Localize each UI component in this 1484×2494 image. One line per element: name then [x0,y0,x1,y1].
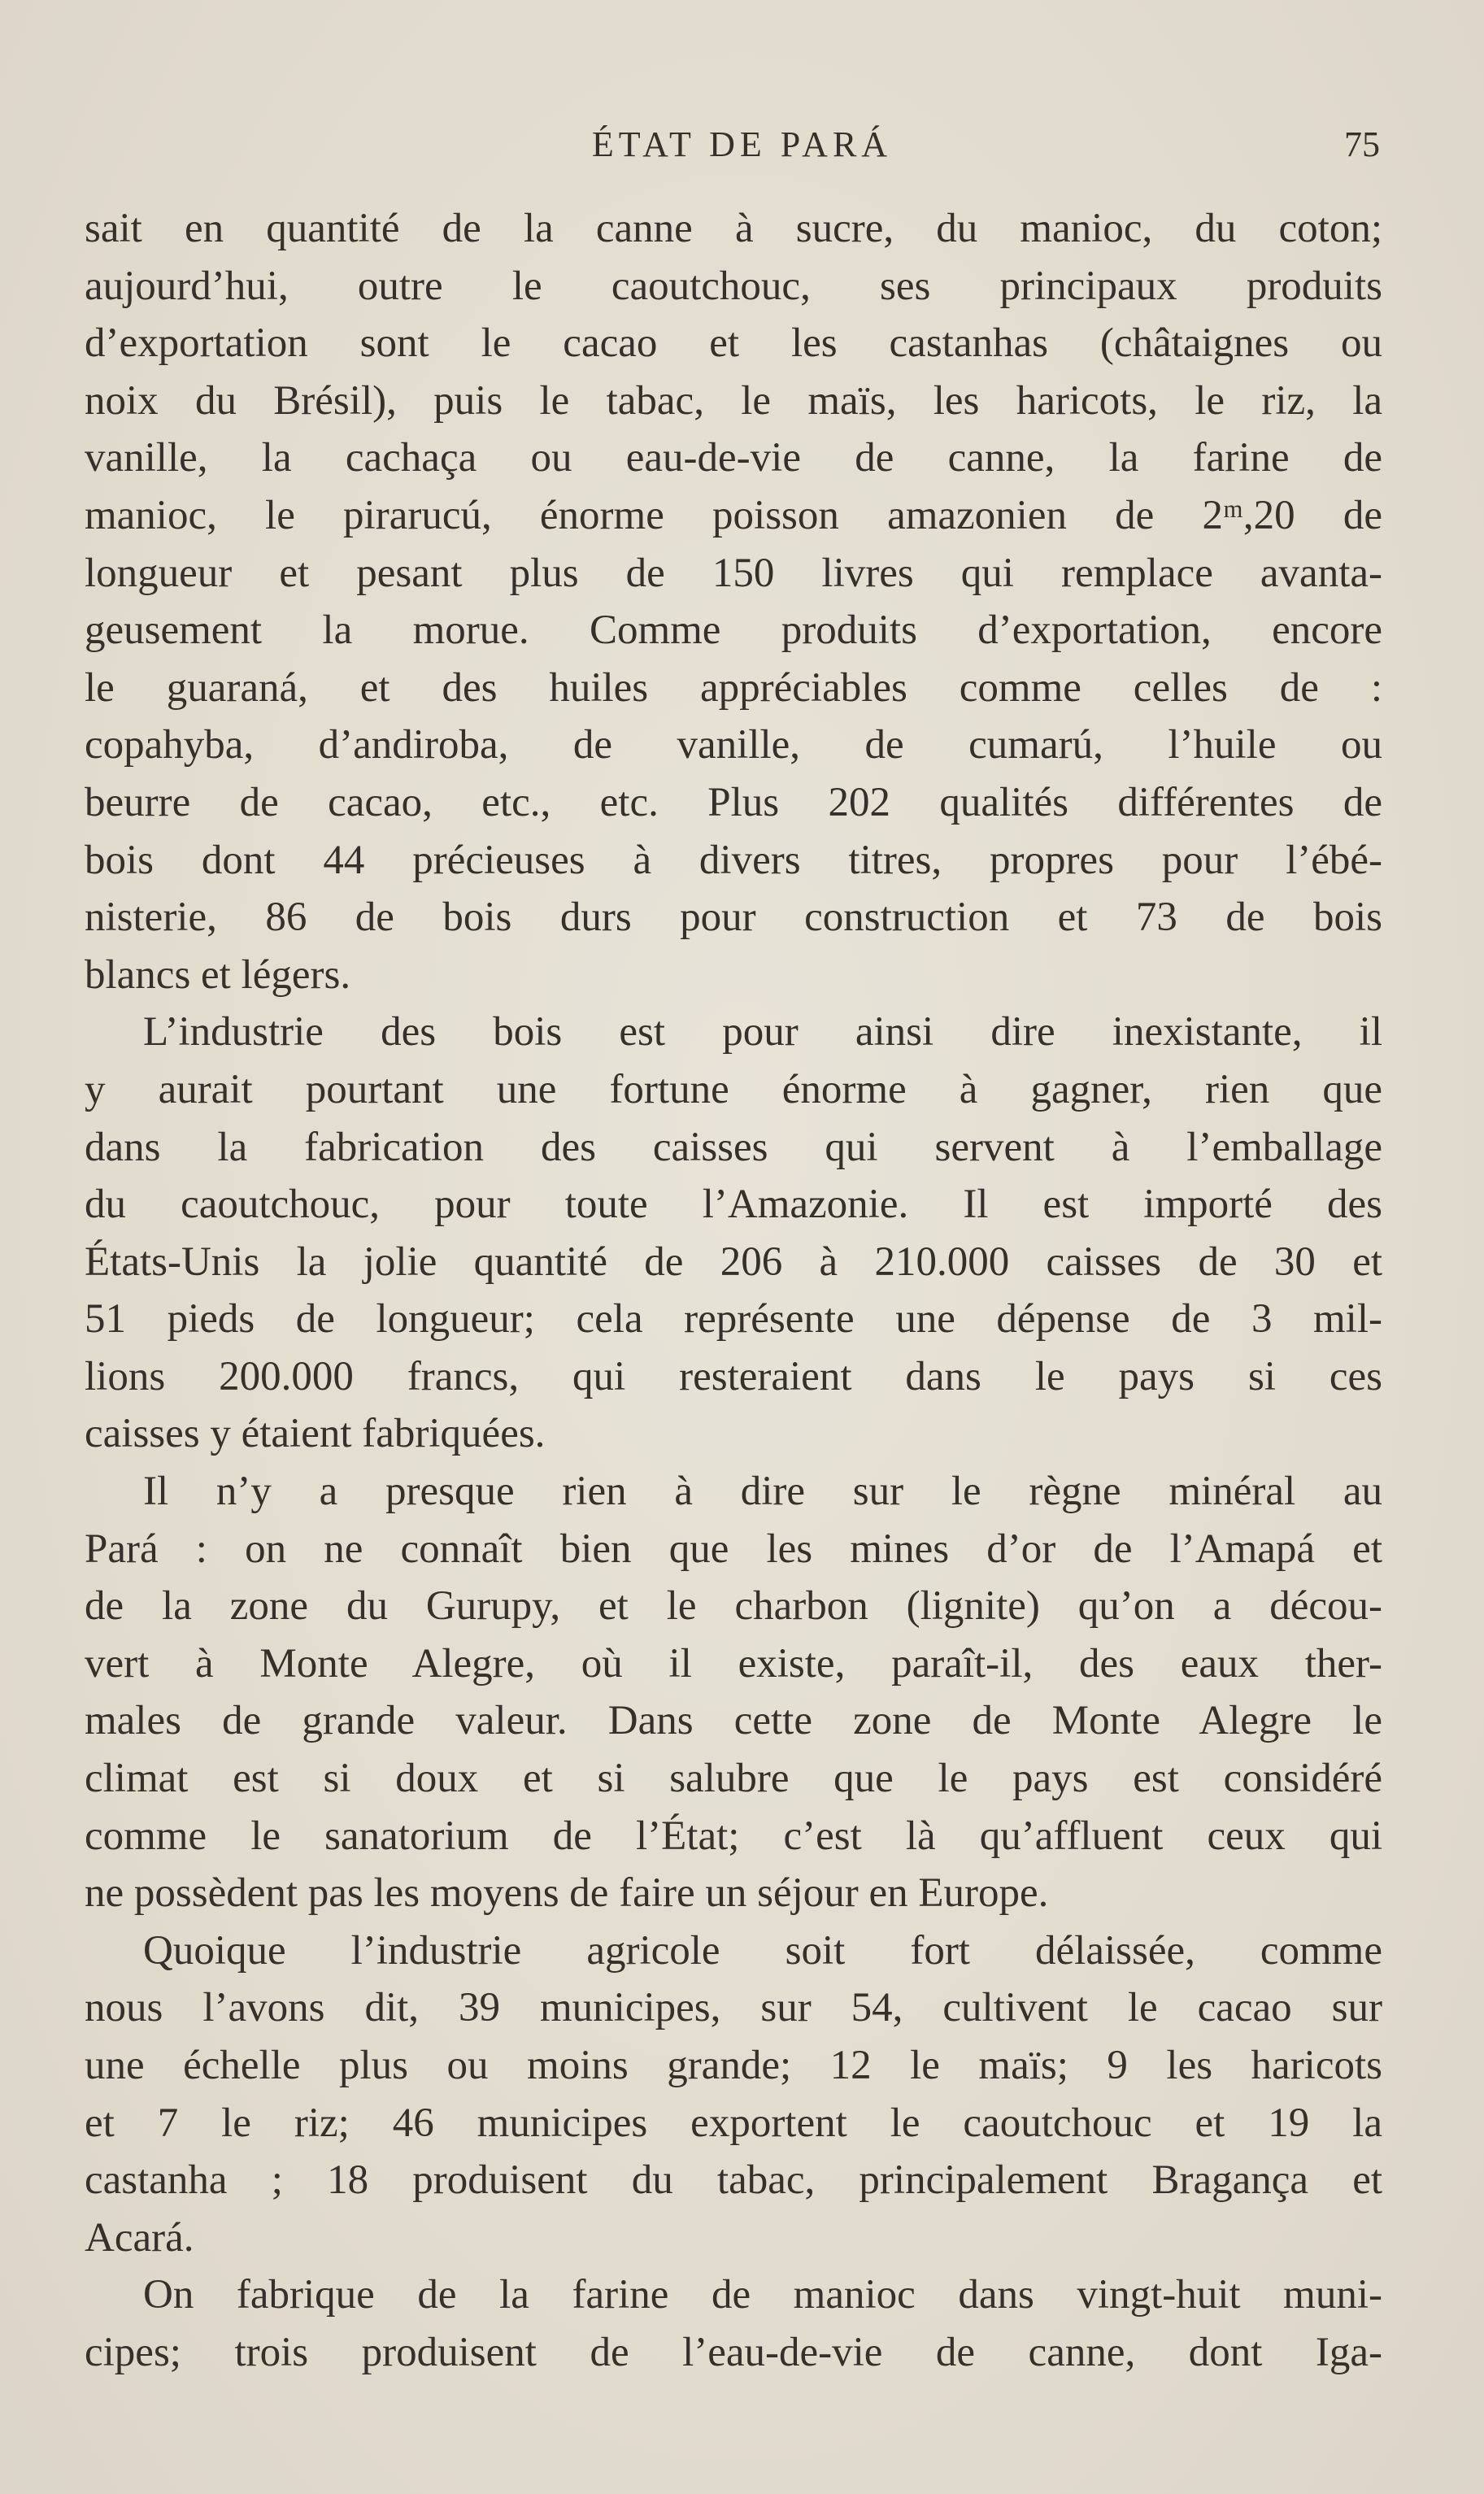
text-line: L’industrie des bois est pour ainsi dire inexistante, il [143,1009,1382,1055]
text-line: vert à Monte Alegre, où il existe, paraît-il, des eaux ther- [85,1640,1382,1687]
text-line: ne possèdent pas les moyens de faire un séjour en Europe. [85,1870,1049,1917]
text-line: lions 200.000 francs, qui resteraient dans le pays si ces [85,1353,1382,1399]
text-line: On fabrique de la farine de manioc dans vingt-huit muni- [143,2272,1382,2318]
text-line: climat est si doux et si salubre que le pays est considéré [85,1756,1382,1802]
text-line: caisses y étaient fabriquées. [85,1411,546,1457]
text-line: Acará. [85,2214,194,2261]
text-line: nisterie, 86 de bois durs pour construction et 73 de bois [85,894,1382,941]
text-line: Il n’y a presque rien à dire sur le règne minéral au [143,1469,1382,1515]
text-line: du caoutchouc, pour toute l’Amazonie. Il est importé des [85,1182,1382,1228]
text-line: de la zone du Gurupy, et le charbon (lignite) qu’on a décou- [85,1583,1382,1630]
text-line: manioc, le pirarucú, énorme poisson amazonien de 2ᵐ,20 de [85,492,1382,538]
text-line: copahyba, d’andiroba, de vanille, de cumarú, l’huile ou [85,722,1382,768]
body-text [85,200,1382,2382]
text-line: Quoique l’industrie agricole soit fort délaissée, comme [143,1927,1382,1974]
text-line: États-Unis la jolie quantité de 206 à 210.000 caisses de 30 et [85,1238,1382,1285]
text-line: aujourd’hui, outre le caoutchouc, ses principaux produits [85,263,1382,309]
text-line: d’exportation sont le cacao et les castanhas (châtaignes ou [85,320,1382,367]
text-line: sait en quantité de la canne à sucre, du manioc, du coton; [85,206,1382,251]
text-line: blancs et légers. [85,951,351,998]
text-line: Pará : on ne connaît bien que les mines d’or de l’Amapá et [85,1526,1382,1572]
text-line: 51 pieds de longueur; cela représente une dépense de 3 mil- [85,1296,1382,1343]
running-head [0,120,1484,169]
text-line: males de grande valeur. Dans cette zone de Monte Alegre le [85,1698,1382,1744]
text-line: longueur et pesant plus de 150 livres qui remplace avanta- [85,550,1382,596]
running-title: ÉTAT DE PARÁ [591,124,893,164]
text-line: nous l’avons dit, 39 municipes, sur 54, cultivent le cacao sur [85,1985,1382,2031]
text-line: cipes; trois produisent de l’eau-de-vie de canne, dont Iga- [85,2329,1382,2375]
text-line: une échelle plus ou moins grande; 12 le maïs; 9 les haricots [85,2043,1382,2088]
text-line: geusement la morue. Comme produits d’exportation, encore [85,607,1382,654]
text-line: beurre de cacao, etc., etc. Plus 202 qualités différentes de [85,779,1382,825]
text-line: le guaraná, et des huiles appréciables comme celles de : [85,664,1382,711]
text-line: y aurait pourtant une fortune énorme à gagner, rien que [85,1066,1382,1112]
text-line: dans la fabrication des caisses qui servent à l’emballage [85,1124,1382,1170]
text-line: comme le sanatorium de l’État; c’est là qu’affluent ceux qui [85,1813,1382,1859]
text-line: noix du Brésil), puis le tabac, le maïs, les haricots, le riz, la [85,377,1382,424]
text-line: vanille, la cachaça ou eau-de-vie de canne, la farine de [85,435,1382,481]
text-line: castanha ; 18 produisent du tabac, principalement Bragança et [85,2157,1382,2204]
page-number: 75 [1344,124,1380,164]
text-line: bois dont 44 précieuses à divers titres, propres pour l’ébé- [85,837,1382,883]
text-line: et 7 le riz; 46 municipes exportent le caoutchouc et 19 la [85,2100,1382,2146]
